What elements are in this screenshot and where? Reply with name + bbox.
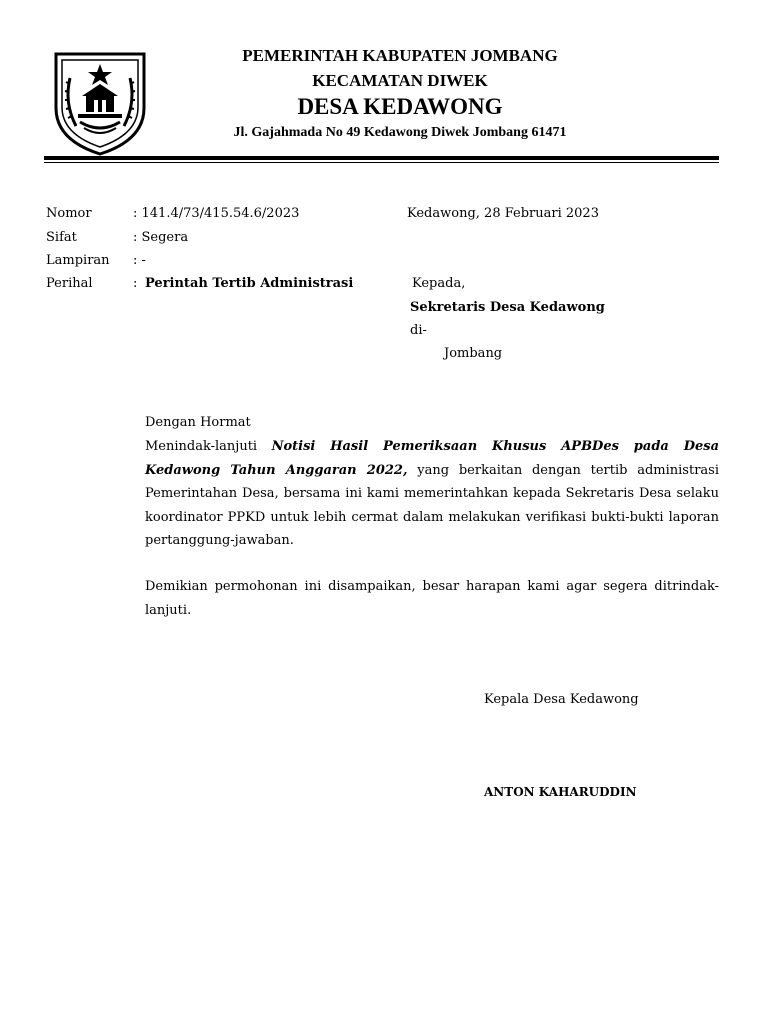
letterhead-divider bbox=[44, 156, 719, 160]
recipient-name: Sekretaris Desa Kedawong bbox=[410, 300, 605, 315]
district-name: KECAMATAN DIWEK bbox=[312, 71, 488, 90]
recipient-di: di- bbox=[410, 323, 427, 338]
paragraph-1-rest: yang berkaitan dengan tertib administrasi Pemerintahan Desa, bersama ini kami memerintahkan kepada Sekretaris Desa selaku koordinator PPKD untuk lebih cermat dalam melakukan verifikasi bukti-bukti laporan pertanggung-jawaban. bbox=[145, 462, 719, 548]
village-address: Jl. Gajahmada No 49 Kedawong Diwek Jombang 61471 bbox=[233, 125, 567, 140]
perihal-label: Perihal bbox=[46, 276, 93, 291]
paragraph-1-emphasis: Notisi Hasil Pemeriksaan Khusus APBDes pada Desa Kedawong Tahun Anggaran 2022, bbox=[145, 439, 720, 478]
perihal-value: Perintah Tertib Administrasi bbox=[145, 276, 354, 291]
sifat-label: Sifat bbox=[46, 230, 77, 245]
nomor-label: Nomor bbox=[46, 206, 92, 221]
signature-title: Kepala Desa Kedawong bbox=[484, 692, 639, 707]
recipient-city: Jombang bbox=[444, 346, 503, 361]
village-name: DESA KEDAWONG bbox=[297, 94, 503, 119]
sifat-value: : Segera bbox=[133, 230, 189, 245]
paragraph-1-lead: Menindak-lanjuti bbox=[145, 439, 258, 454]
letterhead-divider-thin bbox=[44, 162, 719, 163]
signatory-name: ANTON KAHARUDDIN bbox=[484, 785, 637, 799]
body-paragraph-1 bbox=[145, 435, 719, 553]
letter-date: Kedawong, 28 Februari 2023 bbox=[407, 206, 599, 221]
lampiran-value: : - bbox=[133, 253, 146, 268]
recipient-kepada: Kepada, bbox=[412, 276, 466, 291]
perihal-colon: : bbox=[133, 276, 138, 291]
nomor-value: : 141.4/73/415.54.6/2023 bbox=[133, 206, 300, 221]
lampiran-label: Lampiran bbox=[46, 253, 110, 268]
government-name: PEMERINTAH KABUPATEN JOMBANG bbox=[242, 46, 558, 65]
body-paragraph-2: Demikian permohonan ini disampaikan, besar harapan kami agar segera ditrindak-lanjuti. bbox=[145, 579, 719, 618]
greeting: Dengan Hormat bbox=[145, 415, 251, 430]
regency-emblem bbox=[50, 48, 150, 158]
